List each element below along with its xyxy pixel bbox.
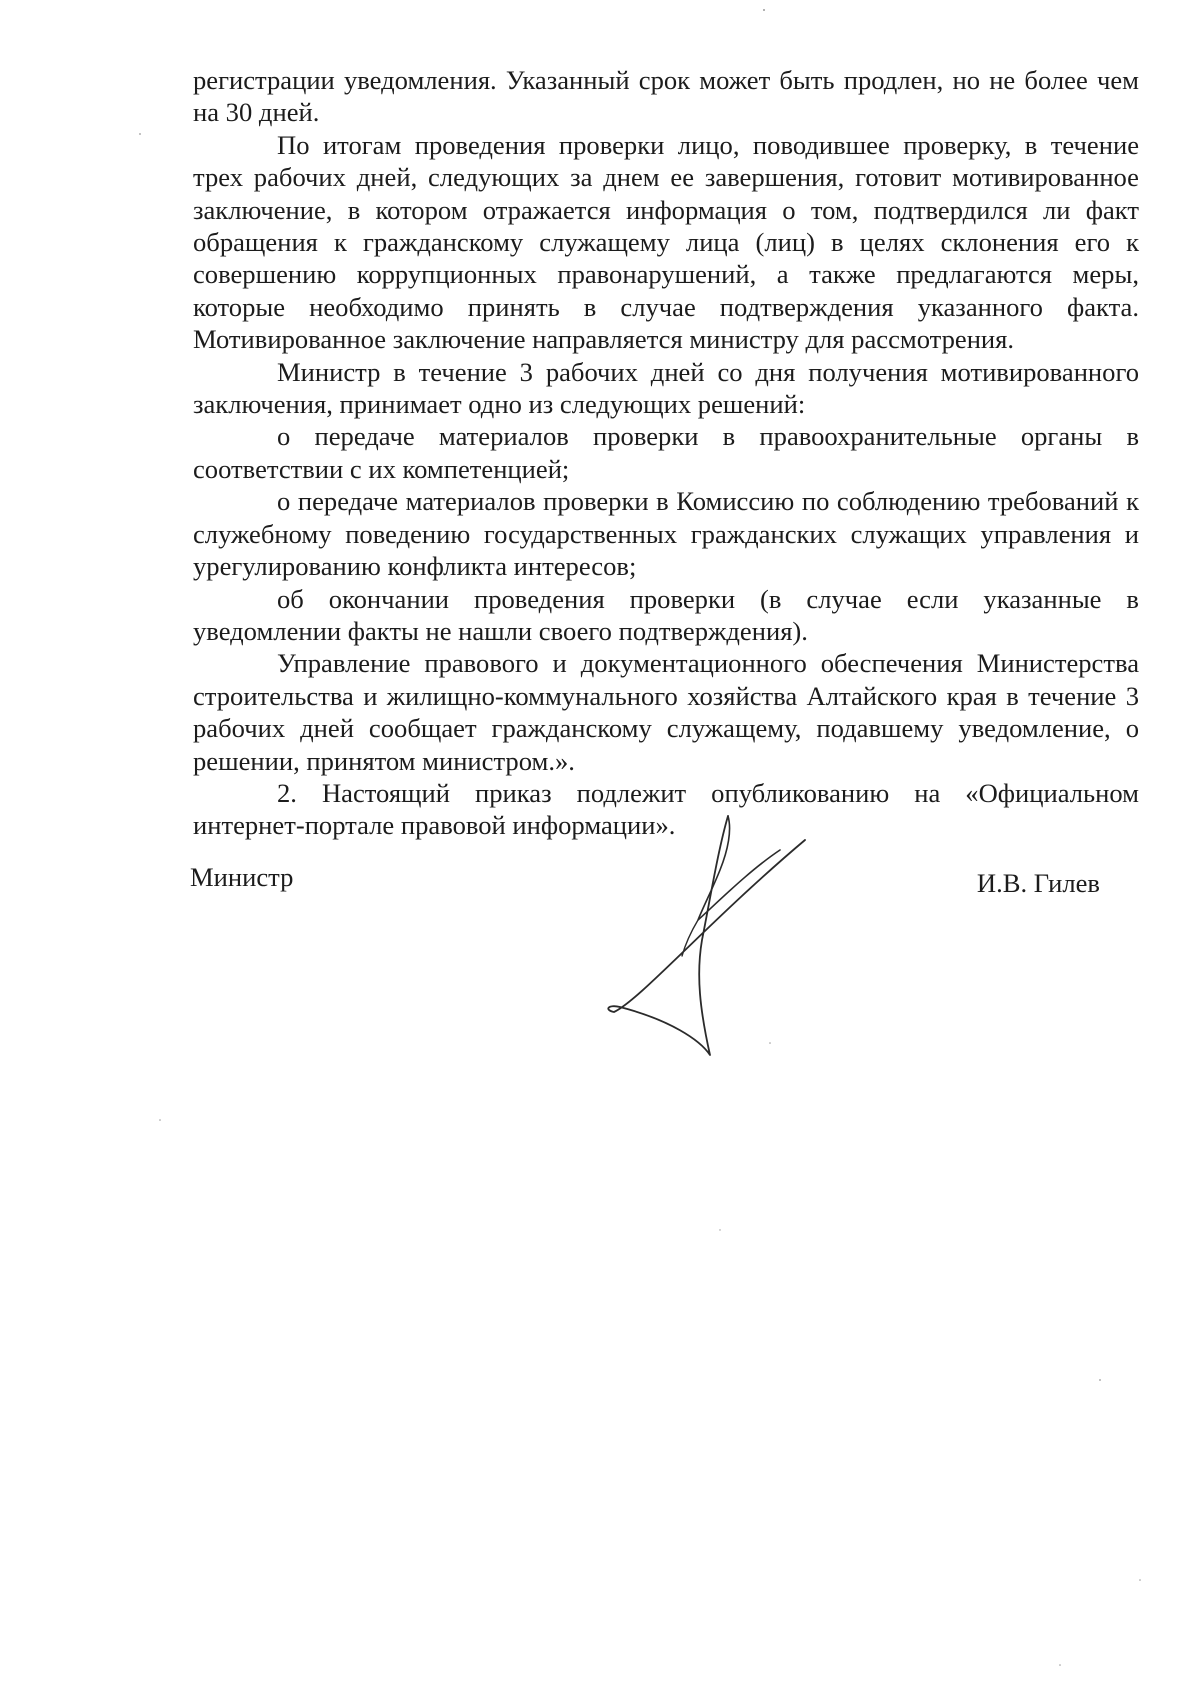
- paragraph-4: о передаче материалов проверки в правоохранительные органы в соответствии с их компетенцией;: [193, 421, 1139, 484]
- handwritten-signature: [600, 810, 820, 1060]
- signatory-name: И.В. Гилев: [976, 868, 1100, 898]
- paragraph-1: регистрации уведомления. Указанный срок может быть продлен, но не более чем на 30 дней.: [193, 65, 1139, 128]
- paragraph-8: 2. Настоящий приказ подлежит опубликованию на «Официальном интернет-портале правовой информации».: [193, 777, 1139, 841]
- paragraph-3: Министр в течение 3 рабочих дней со дня получения мотивированного заключения, принимает одно из следующих решений:: [193, 356, 1139, 420]
- paragraph-2: По итогам проведения проверки лицо, поводившее проверку, в течение трех рабочих дней, следующих за днем ее завершения, готовит мотивированное заключение, в котором отражается информация о том, подтвердился ли факт обращения к гражданскому служащему лица (лиц) в целях склонения его к совершению коррупционных правонарушений, а также предлагаются меры, которые необходимо принять в случае подтверждения указанного факта. Мотивированное заключение направляется министру для рассмотрения.: [193, 129, 1139, 355]
- signatory-title: Министр: [190, 862, 294, 892]
- document-body: [193, 64, 1139, 842]
- paragraph-7: Управление правового и документационного обеспечения Министерства строительства и жилищно-коммунального хозяйства Алтайского края в течение 3 рабочих дней сообщает гражданскому служащему, подавшему уведомление, о решении, принятом министром.».: [193, 648, 1139, 776]
- paragraph-5: о передаче материалов проверки в Комиссию по соблюдению требований к служебному поведению государственных гражданских служащих управления и урегулированию конфликта интересов;: [193, 486, 1139, 582]
- paragraph-6: об окончании проведения проверки (в случае если указанные в уведомлении факты не нашли своего подтверждения).: [193, 583, 1139, 646]
